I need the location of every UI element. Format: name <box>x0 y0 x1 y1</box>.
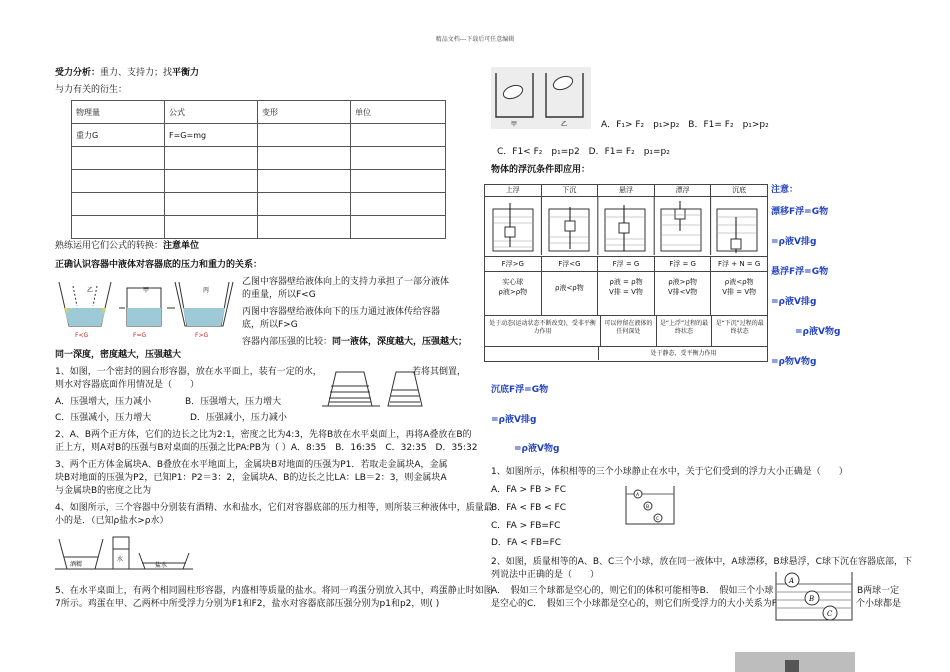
label-cup-yi: 乙 <box>561 121 568 128</box>
bt-force-cell: F浮<G <box>542 257 599 271</box>
abc-balls-figure <box>774 570 854 622</box>
rq1-option-b: B．FA < FB < FC <box>491 503 567 513</box>
bt-header-cell: 漂浮 <box>655 185 712 196</box>
container-desc3-bold: 同一液体，深度越大，压强越大； <box>332 337 468 347</box>
rq2-line1: 2、如图，质量相等的A、B、C三个小球，放在同一液体中，A球漂移，B球悬浮，C球下沉在容器底部，下 <box>491 557 912 567</box>
note-suspended-formula3: =ρ物V物g <box>771 357 817 367</box>
bt-header-cell: 悬浮 <box>598 185 655 196</box>
page-header: 精品文档---下载后可任意编辑 <box>435 36 515 43</box>
frustum-figure <box>320 366 430 410</box>
bt-density-row <box>485 271 767 316</box>
rq2-line4b: 个小球都是 <box>856 599 902 609</box>
rq2-line4: 是空心的C． 假如三个小球都是空心的，则它们所受浮力的大小关系为F <box>491 599 777 609</box>
bt-density-cell: ρ液<ρ物 <box>542 271 599 315</box>
bt-header-cell: 上浮 <box>485 185 542 196</box>
q1-line1: 1、如图，一个密封的圆台形容器，放在水平面上，装有一定的水， <box>55 367 322 377</box>
q3-line1: 3、两个正方体金属块A、B叠放在水平地面上，金属块B对地面的压强为P1．若取走金属块A，金属 <box>55 460 448 470</box>
rq2-line3b: B两球一定 <box>857 586 900 596</box>
formula-practice-text: 熟练运用它们公式的转换： <box>55 241 164 251</box>
bt-header-row <box>485 185 767 197</box>
ball-label-a: A <box>636 493 640 498</box>
table-cell <box>351 124 446 147</box>
note-sink: 沉底F浮=G物 <box>491 385 549 395</box>
buoyancy-table <box>484 184 768 362</box>
table-header-row <box>72 101 446 124</box>
q5-options-ab: A．F₁> F₂ p₁>p₂ B．F1= F₂ p₁>p₂ <box>601 120 769 130</box>
force-analysis-text: 重力、支持力；找 <box>100 68 173 78</box>
label-water: 水 <box>117 556 124 563</box>
table-row <box>72 216 446 239</box>
q4-line2: 小的是．（已知ρ盐水>ρ水） <box>55 516 169 526</box>
q3-line2: 块B对地面的压强为P2，已知P1：P2＝3：2，金属块A、B的边长之比LA：LB＝2：3，则金属块A <box>55 473 447 483</box>
container-desc3 <box>242 336 467 349</box>
same-depth-rule: 同一深度，密度越大，压强越大 <box>55 350 182 360</box>
bt-state-cell: 是“下沉”过程的最终状态 <box>715 320 764 335</box>
bt-force-cell: F浮 = G <box>655 257 712 271</box>
egg-in-cups-figure <box>491 67 591 129</box>
label-yi: 乙 <box>87 287 94 294</box>
bt-state-cell: 处于动态(运动状态不断改变)，受非平衡力作用 <box>485 316 601 346</box>
q5-line2: 7所示。鸡蛋在甲、乙两杯中所受浮力分别为F1和F2，盐水对容器底部压强分别为p1和p2，则( ) <box>55 599 440 609</box>
physics-quantity-table <box>71 100 446 239</box>
table-row <box>72 170 446 193</box>
note-suspended: 悬浮F浮=G物 <box>771 267 829 277</box>
q5-line1: 5、在水平桌面上，有两个相同圆柱形容器，内盛相等质量的盐水。将同一鸡蛋分别放入其中，鸡蛋静止时如图 <box>55 586 493 596</box>
table-cell: F=G=mg <box>165 124 258 147</box>
bt-state-row <box>485 316 767 347</box>
label-fc: F>G <box>195 332 209 339</box>
table-header-cell: 单位 <box>351 101 446 124</box>
bt-density-cell: 实心球 ρ液>ρ物 <box>485 271 542 315</box>
rq2-line2: 列说法中正确的是（ ） <box>491 570 600 580</box>
bt-density-cell: ρ液>ρ物 V排<V物 <box>655 271 712 315</box>
q1-line1b: 若将其倒置， <box>412 367 467 377</box>
note-suspended-formula1: =ρ液V排g <box>771 297 817 307</box>
label-alcohol: 酒精 <box>70 561 83 568</box>
table-cell <box>258 124 351 147</box>
q4-line1: 4、如图所示，三个容器中分别装有酒精、水和盐水，它们对容器底部的压力相等，则所装三种液体中，质量最 <box>55 503 493 513</box>
derived-label: 与力有关的衍生： <box>55 85 128 95</box>
bt-state-cell: 可以停留在液体的任何深处 <box>601 316 657 346</box>
table-row <box>72 124 446 147</box>
label-salt-water: 盐水 <box>155 562 168 569</box>
container-bing <box>167 282 233 326</box>
formula-practice-line <box>55 240 199 253</box>
table-header-cell: 变形 <box>258 101 351 124</box>
bt-diagrams <box>485 197 767 255</box>
photo-object <box>785 660 799 672</box>
q3-line3: 与金属块B的密度之比为 <box>55 486 152 496</box>
ball2-label-a: A <box>789 577 795 585</box>
container-desc2: 丙图中容器壁给液体向下的压力通过液体传给容器底，所以F>G <box>242 307 441 330</box>
rq1-text: 1、如图所示，体积相等的三个小球静止在水中，关于它们受到的浮力大小正确是（ ） <box>491 467 848 477</box>
bottom-photo <box>735 652 855 672</box>
three-balls-figure <box>624 484 676 528</box>
table-cell: 重力G <box>72 124 165 147</box>
container-jia <box>119 288 161 326</box>
table-row <box>72 147 446 170</box>
note-suspended-formula2: =ρ液V物g <box>795 327 841 337</box>
force-analysis-label: 受力分析： <box>55 68 101 78</box>
bt-header-cell: 沉底 <box>732 186 747 194</box>
three-liquids-figure <box>55 533 195 573</box>
ball2-label-c: C <box>827 610 833 618</box>
q2-line2: 正上方，则A对B的压强与B对桌面的压强之比PA:PB为（ ）A．8:35 B．16:35 C．32:35 D．35:32 <box>55 443 478 453</box>
label-fb: F=G <box>133 332 147 339</box>
bt-state-cell: 是“上浮”过程的最终状态 <box>657 316 713 346</box>
note-title: 注意： <box>771 185 799 195</box>
rq2-line3: A． 假如三个球都是空心的，则它们的体积可能相等B． 假如三个小球 <box>491 586 774 596</box>
container-figure <box>55 278 235 340</box>
q1-option-a: A．压强增大，压力减小 <box>55 397 152 407</box>
note-floating-formula: =ρ液V排g <box>771 237 817 247</box>
q1-option-b: B．压强增大，压力增大 <box>185 397 282 407</box>
note-floating: 漂移F浮=G物 <box>771 207 829 217</box>
bt-density-cell: ρ液<ρ物 V排 = V物 <box>722 278 757 296</box>
table-row <box>72 193 446 216</box>
label-cup-jia: 甲 <box>511 121 518 128</box>
ball-label-c: C <box>656 517 660 522</box>
bt-header-cell: 下沉 <box>542 185 599 196</box>
bt-density-cell: ρ液 = ρ物 V排 = V物 <box>598 271 655 315</box>
q2-line1: 2、A、B两个正方体，它们的边长之比为2:1，密度之比为4:3，先将B放在水平桌面上，再将A叠放在B的 <box>55 430 472 440</box>
note-sink-formula1: =ρ液V排g <box>491 415 537 425</box>
rq1-option-c: C．FA > FB=FC <box>491 521 561 531</box>
container-section-title: 正确认识容器中液体对容器底的压力和重力的关系： <box>55 260 263 270</box>
bt-force-cell: F浮 + N = G <box>718 260 761 268</box>
buoyancy-title: 物体的浮沉条件即应用： <box>491 165 591 175</box>
container-yi <box>59 282 111 326</box>
label-jia: 甲 <box>143 287 150 294</box>
table-header-cell: 公式 <box>165 101 258 124</box>
ball-label-b: B <box>646 505 650 510</box>
bt-static-note: 处于静态，受平衡力作用 <box>598 347 768 360</box>
label-fa: F<G <box>75 332 89 339</box>
bt-force-cell: F浮 = G <box>598 257 655 271</box>
label-bing: 丙 <box>203 287 210 294</box>
ball2-label-b: B <box>809 595 815 603</box>
note-sink-formula2: =ρ液V物g <box>514 444 560 454</box>
container-desc1: 乙图中容器壁给液体向上的支持力承担了一部分液体的重量，所以F<G <box>242 277 450 300</box>
q1-option-d: D．压强减小，压力减小 <box>190 413 287 423</box>
q5-options-cd: C．F1< F₂ p₁=p2 D．F1= F₂ p₁=p₂ <box>497 147 670 157</box>
formula-practice-bold: 注意单位 <box>163 241 200 251</box>
bt-force-row <box>485 256 767 272</box>
bt-force-cell: F浮>G <box>485 257 542 271</box>
q1-option-c: C．压强减小，压力增大 <box>55 413 152 423</box>
container-desc3-text: 容器内部压强的比较： <box>242 337 333 347</box>
rq1-option-a: A．FA > FB > FC <box>491 485 567 495</box>
force-analysis-bold: 平衡力 <box>172 68 200 78</box>
force-analysis-line <box>55 67 199 80</box>
table-header-cell: 物理量 <box>72 101 165 124</box>
rq1-option-d: D．FA < FB=FC <box>491 538 562 548</box>
q1-line2: 则水对容器底面作用情况是（ ） <box>55 380 200 390</box>
